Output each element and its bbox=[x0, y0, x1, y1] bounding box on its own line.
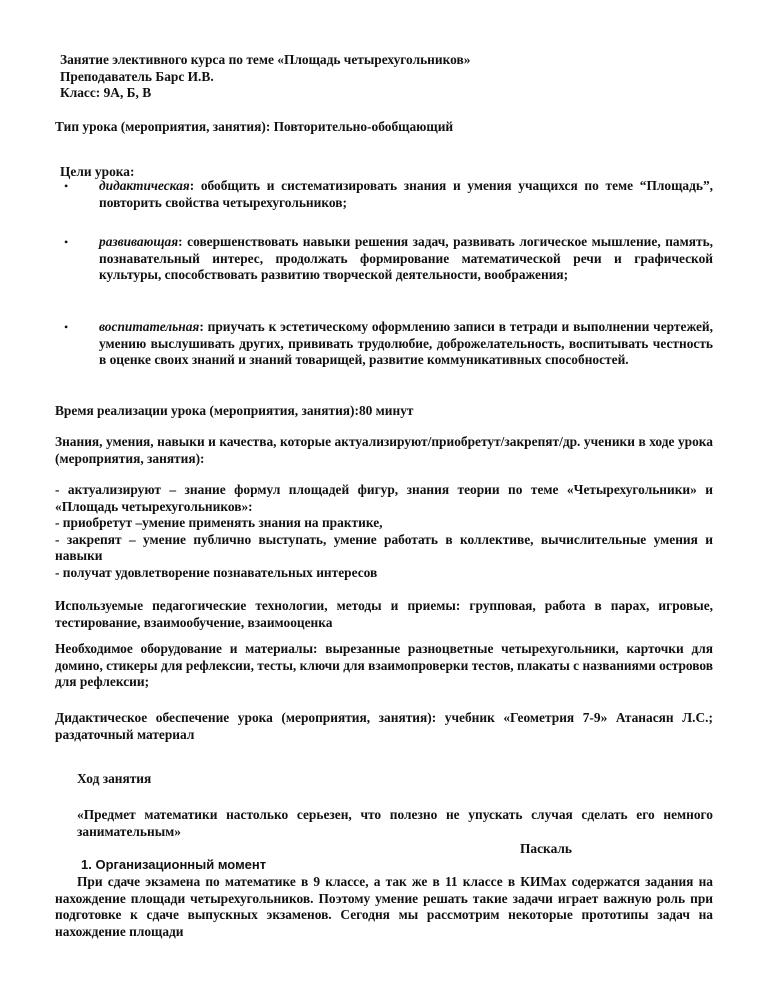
goal-text bbox=[99, 319, 713, 369]
course-title: Ход занятия bbox=[77, 771, 152, 786]
lesson-type: Тип урока (мероприятия, занятия): Повторительно-обобщающий bbox=[55, 119, 454, 134]
epigraph-quote: «Предмет математики настолько серьезен, что полезно не упускать случая сделать его немного занимательным» bbox=[77, 807, 713, 839]
bullet-icon: • bbox=[64, 235, 69, 249]
goal-term: воспитательная bbox=[99, 319, 200, 334]
skills-list bbox=[55, 482, 713, 582]
skills-satisfaction: - получат удовлетворение познавательных интересов bbox=[55, 564, 378, 580]
document-header bbox=[60, 52, 718, 102]
course-title-line: Занятие элективного курса по теме «Площадь четырехугольников» bbox=[60, 52, 471, 67]
technologies: Используемые педагогические технологии, методы и приемы: групповая, работа в парах, игровые, тестирование, взаимообучение, взаимооценка bbox=[55, 598, 713, 630]
bullet-icon: • bbox=[64, 320, 69, 334]
goal-description: : обобщить и систематизировать знания и умения учащихся по теме “Площадь”, повторить свойства четырехугольников; bbox=[99, 178, 713, 210]
time-line: Время реализации урока (мероприятия, занятия):80 минут bbox=[55, 403, 414, 418]
didactic-support: Дидактическое обеспечение урока (мероприятия, занятия): учебник «Геометрия 7-9» Атанасян Л.С.; раздаточный материал bbox=[55, 710, 713, 742]
epigraph-author: Паскаль bbox=[520, 841, 572, 856]
skills-acquire: - приобретут –умение применять знания на практике, bbox=[55, 515, 383, 531]
section-text-organizational: При сдаче экзамена по математике в 9 классе, а так же в 11 классе в КИМах содержатся задания на нахождение площади четырехугольников. Поэтому умение решать такие задачи играет важную роль при подготовке к сдаче выпускных экзаменов. Сегодня мы рассмотрим некоторые прототипы задач на нахождение площади bbox=[55, 874, 713, 939]
skills-actualize: - актуализируют – знание формул площадей фигур, знания теории по теме «Четырехугольники» и «Площадь четырехугольников»: bbox=[55, 482, 713, 514]
section-title-organizational: 1. Организационный момент bbox=[81, 857, 267, 872]
skills-consolidate: - закрепят – умение публично выступать, умение работать в коллективе, вычислительные умения и навыки bbox=[55, 531, 713, 564]
goal-text bbox=[99, 178, 713, 211]
goal-term: развивающая bbox=[99, 234, 179, 249]
class-line: Класс: 9А, Б, В bbox=[60, 85, 152, 101]
equipment: Необходимое оборудование и материалы: вырезанные разноцветные четырехугольники, карточки для домино, стикеры для рефлексии, тесты, ключи для взаимопроверки тестов, плакаты с названиями островов для рефлексии; bbox=[55, 641, 713, 690]
goal-description: : совершенствовать навыки решения задач, развивать логическое мышление, память, познавательный интерес, продолжать формирование математической речи и графической культуры, способствовать развитию творческой деятельности, воображения; bbox=[99, 234, 713, 283]
goal-term: дидактическая bbox=[99, 178, 190, 193]
goal-description: : приучать к эстетическому оформлению записи в тетради и выполнении чертежей, умению выслушивать других, прививать трудолюбие, доброжелательность, воспитывать честность в оценке своих знаний и знаний товарищей, развитие коммуникативных способностей. bbox=[99, 319, 713, 368]
bullet-icon: • bbox=[64, 179, 69, 193]
goal-text bbox=[99, 234, 713, 284]
skills-intro: Знания, умения, навыки и качества, которые актуализируют/приобретут/закрепят/др. ученики в ходе урока (мероприятия, занятия): bbox=[55, 434, 713, 466]
goals-title: Цели урока: bbox=[60, 164, 135, 179]
teacher-line: Преподаватель Барс И.В. bbox=[60, 68, 214, 84]
